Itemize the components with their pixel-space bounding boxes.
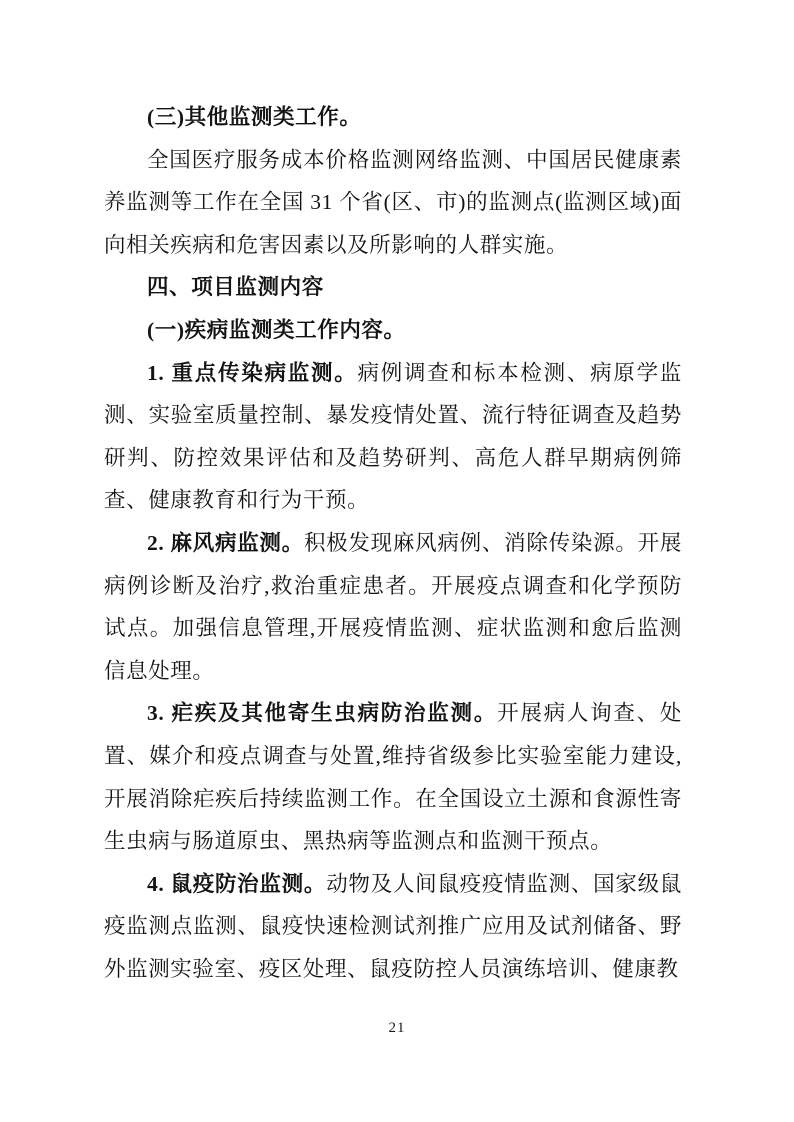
list-item-4-body: 动物及人间鼠疫疫情监测、国家级鼠疫监测点监测、鼠疫快速检测试剂推广应用及试剂储备、野外监测实验室、疫区处理、鼠疫防控人员演练培训、健康教 — [104, 871, 682, 981]
heading-section-4-project-monitoring-content: 四、项目监测内容 — [147, 275, 324, 300]
list-item-3-body: 开展病人询查、处置、媒介和疫点调查与处置,维持省级参比实验室能力建设,开展消除疟疾后持续监测工作。在全国设立土源和食源性寄生虫病与肠道原虫、黑热病等监测点和监测干预点。 — [104, 701, 682, 854]
list-item-1-body: 病例调查和标本检测、病原学监测、实验室质量控制、暴发疫情处置、流行特征调查及趋势研判、防控效果评估和及趋势研判、高危人群早期病例筛查、健康教育和行为干预。 — [104, 360, 682, 513]
list-item-2-body: 积极发现麻风病例、消除传染源。开展病例诊断及治疗,救治重症患者。开展疫点调查和化学预防试点。加强信息管理,开展疫情监测、症状监测和愈后监测信息处理。 — [104, 530, 682, 683]
list-item-2-leprosy-monitoring — [104, 522, 682, 692]
list-item-3-malaria-parasitic-disease — [104, 692, 682, 862]
document-body — [104, 96, 682, 990]
list-item-2-title: 2. 麻风病监测。 — [147, 530, 304, 555]
heading-subsection-1-disease-monitoring-work: (一)疾病监测类工作内容。 — [147, 317, 406, 342]
page-number: 21 — [388, 1020, 406, 1036]
list-item-1-key-infectious-disease — [104, 352, 682, 522]
list-item-1-title: 1. 重点传染病监测。 — [147, 360, 358, 385]
paragraph-national-monitoring-scope: 全国医疗服务成本价格监测网络监测、中国居民健康素养监测等工作在全国 31 个省(区、市)的监测点(监测区域)面向相关疾病和危害因素以及所影响的人群实施。 — [104, 147, 682, 257]
list-item-4-title: 4. 鼠疫防治监测。 — [147, 871, 327, 896]
heading-other-monitoring-work: (三)其他监测类工作。 — [147, 105, 362, 129]
list-item-4-plague-prevention — [104, 863, 682, 991]
list-item-3-title: 3. 疟疾及其他寄生虫病防治监测。 — [147, 701, 498, 726]
